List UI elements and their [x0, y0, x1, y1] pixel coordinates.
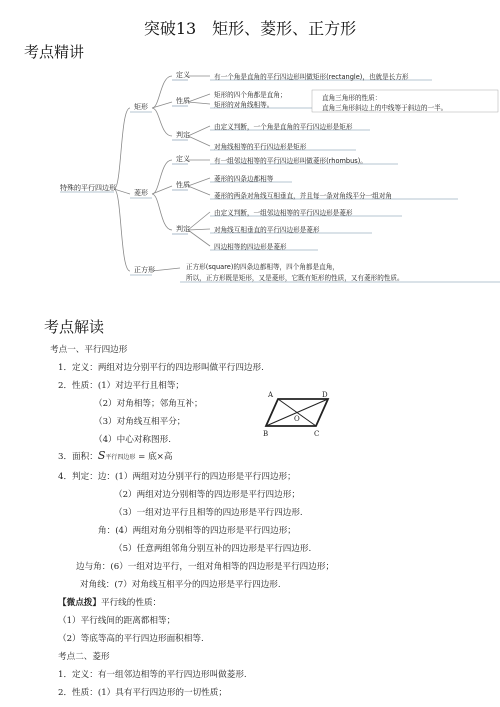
kp1-judge-4: 角：(4）两组对角分别相等的四边形是平行四边形； [98, 526, 296, 536]
kp1-property-1: 2．性质：(1）对边平行且相等； [58, 381, 185, 391]
kp2-property: 2．性质：(1）具有平行四边形的一切性质； [58, 688, 227, 698]
mindmap-branch-rectangle: 矩形 [134, 103, 148, 111]
kp1-area-prefix: 3．面积： [58, 452, 98, 462]
kp1-tip-title [58, 596, 161, 608]
mindmap-rect-property-label: 性质 [176, 97, 190, 105]
mindmap-rect-judge-label: 判定 [176, 131, 190, 139]
mindmap-root: 特殊的平行四边形 [60, 184, 116, 192]
mindmap-rect-judge-2: 对角线相等的平行四边形是矩形 [214, 143, 307, 151]
vertex-label-d: D [322, 391, 328, 399]
section-heading-key-points: 考点精讲 [24, 43, 85, 61]
mindmap-rect-property-1: 矩形的四个角都是直角； [214, 91, 287, 99]
mindmap-square-text-2: 所以，正方形既是矩形，又是菱形，它既有矩形的性质，又有菱形的性质。 [186, 274, 404, 282]
kp2-heading: 考点二、菱形 [58, 652, 110, 662]
page-title: 突破13 矩形、菱形、正方形 [143, 19, 357, 38]
parallelogram-figure [258, 388, 334, 440]
kp1-judge-6: 边与角：(6）一组对边平行，一组对角相等的四边形是平行四边形； [76, 562, 335, 572]
vertex-label-a: A [268, 391, 274, 399]
mindmap-branch-square: 正方形 [134, 266, 155, 274]
kp1-area-subscript: 平行四边形 [105, 454, 136, 461]
kp1-area-s: S [97, 449, 106, 462]
kp1-area-formula: = 底×高 [135, 452, 173, 462]
mindmap-rect-definition: 有一个角是直角的平行四边形叫做矩形(rectangle)，也就是长方形 [214, 73, 409, 81]
parallelogram-svg [258, 388, 334, 440]
kp1-area [58, 449, 172, 462]
kp2-definition: 1．定义：有一组邻边相等的平行四边形叫做菱形. [58, 670, 247, 680]
kp1-tip-title-rest: 平行线的性质： [100, 598, 162, 608]
kp1-tip-2: （2）等底等高的平行四边形面积相等. [58, 634, 204, 644]
vertex-label-b: B [263, 430, 269, 438]
mindmap-rect-judge-1: 由定义判断，一个角是直角的平行四边形是矩形 [214, 123, 353, 131]
mindmap-branch-rhombus: 菱形 [134, 189, 148, 197]
mindmap-rhombus-definition-label: 定义 [176, 155, 190, 163]
mindmap-rhombus-judge-1: 由定义判断，一组邻边相等的平行四边形是菱形 [214, 209, 353, 217]
kp1-tip-1: （1）平行线间的距离都相等； [58, 616, 176, 626]
mindmap-rect-property-2: 矩形的对角线相等。 [214, 101, 274, 109]
mindmap-rhombus-definition: 有一组邻边相等的平行四边形叫做菱形(rhombus)。 [214, 157, 367, 165]
mindmap-rect-definition-label: 定义 [176, 71, 190, 79]
kp1-heading: 考点一、平行四边形 [50, 345, 128, 355]
kp1-judge-2: （2）两组对边分别相等的四边形是平行四边形； [114, 490, 300, 500]
kp1-property-2: （2）对角相等；邻角互补； [94, 399, 203, 409]
mindmap-rect-note-1: 直角三角形的性质： [322, 94, 382, 102]
mind-map [60, 68, 500, 293]
kp1-tip-bracket: 【微点拨】 [58, 598, 101, 608]
kp1-judge-7: 对角线：(7）对角线互相平分的四边形是平行四边形. [80, 580, 281, 590]
mindmap-rhombus-property-label: 性质 [176, 181, 190, 189]
kp1-property-4: （4）中心对称图形. [94, 435, 171, 445]
kp1-judge-3: （3）一组对边平行且相等的四边形是平行四边形. [114, 508, 303, 518]
vertex-label-c: C [314, 430, 320, 438]
mindmap-rect-note-2: 直角三角形斜边上的中线等于斜边的一半。 [322, 104, 448, 112]
mindmap-rhombus-property-1: 菱形的四条边都相等 [214, 175, 274, 183]
kp1-property-3: （3）对角线互相平分； [94, 417, 186, 427]
center-label-o: O [294, 415, 300, 423]
mindmap-square-text-1: 正方形(square)的四条边都相等，四个角都是直角， [186, 263, 339, 271]
mindmap-rhombus-judge-3: 四边相等的四边形是菱形 [214, 243, 287, 251]
mindmap-rhombus-judge-label: 判定 [176, 225, 190, 233]
kp1-definition: 1．定义：两组对边分别平行的四边形叫做平行四边形. [58, 363, 264, 373]
mindmap-rhombus-judge-2: 对角线互相垂直的平行四边形是菱形 [214, 226, 320, 234]
section-heading-interpretation: 考点解读 [44, 318, 105, 336]
kp1-judge-1: 4．判定：边：(1）两组对边分别平行的四边形是平行四边形； [58, 472, 296, 482]
mindmap-rhombus-property-2: 菱形的两条对角线互相垂直，并且每一条对角线平分一组对角 [214, 192, 393, 200]
kp1-judge-5: （5）任意两组邻角分别互补的四边形是平行四边形. [114, 544, 312, 554]
